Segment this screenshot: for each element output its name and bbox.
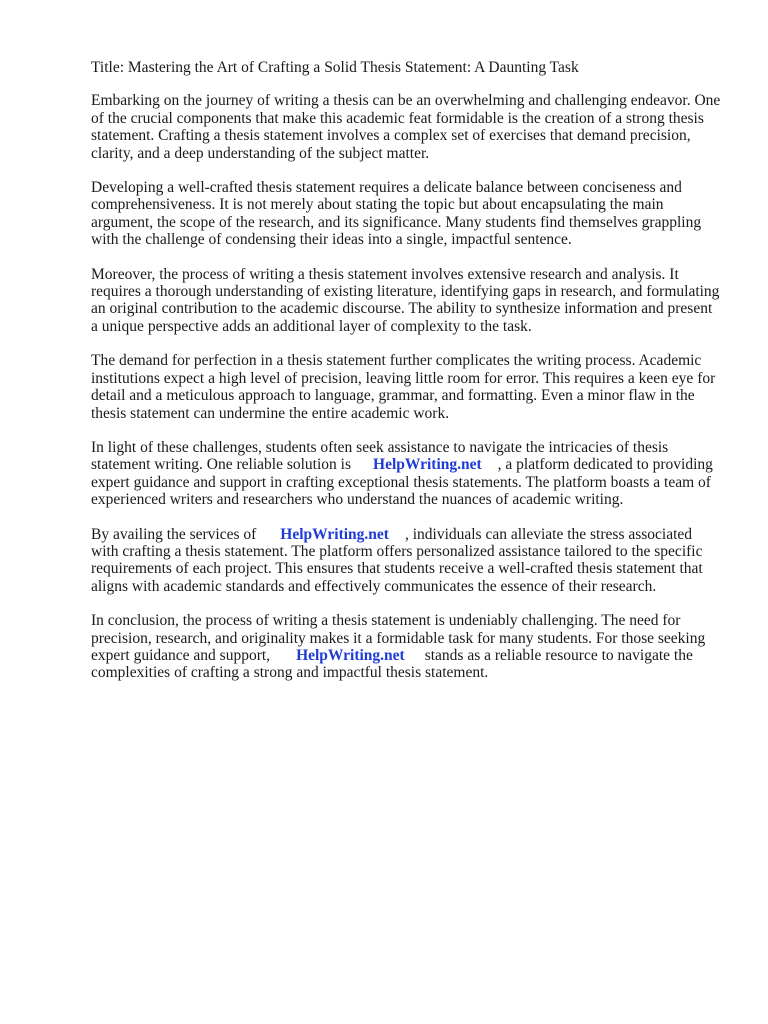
paragraph-2: Developing a well-crafted thesis statement requires a delicate balance between conciseness and comprehensiveness. It is not merely about stating the topic but about encapsulating the main argument, the scope of the research, and its significance. Many students find themselves grappling with the challenge of condensing their ideas into a single, impactful sentence. <box>91 179 702 249</box>
paragraph-6 <box>91 526 721 596</box>
helpwriting-link[interactable]: HelpWriting.net <box>373 456 482 474</box>
paragraph-6-text-after: , individuals can alleviate the stress associated with crafting a thesis statement. The platform offers personalized assistance tailored to the specific requirements of each project. This ensures that students receive a well-crafted thesis statement that aligns with academic standards and effectively communicates the essence of their research. <box>91 525 703 595</box>
paragraph-1: Embarking on the journey of writing a thesis can be an overwhelming and challenging endeavor. One of the crucial components that make this academic feat formidable is the creation of a strong thesis statement. Crafting a thesis statement involves a complex set of exercises that demand precision, clarity, and a deep understanding of the subject matter. <box>91 92 721 162</box>
helpwriting-link[interactable]: HelpWriting.net <box>280 525 389 543</box>
paragraph-7 <box>91 612 721 682</box>
paragraph-7-text-after: stands as a reliable resource to navigate the complexities of crafting a strong and impactful thesis statement. <box>91 646 693 682</box>
paragraph-4: The demand for perfection in a thesis statement further complicates the writing process. Academic institutions expect a high level of precision, leaving little room for error. This requires a keen eye for detail and a meticulous approach to language, grammar, and formatting. Even a minor flaw in the thesis statement can undermine the entire academic work. <box>91 352 716 422</box>
paragraph-6-text-before: By availing the services of <box>91 525 257 543</box>
paragraph-7-text-before: In conclusion, the process of writing a thesis statement is undeniably challenging. The need for precision, research, and originality makes it a formidable task for many students. For those seeking expert guidance and support, <box>91 612 706 664</box>
paragraph-5-text-after: , a platform dedicated to providing expert guidance and support in crafting exceptional thesis statements. The platform boasts a team of experienced writers and researchers who understand the nuances of academic writing. <box>91 456 713 509</box>
document-page <box>91 59 721 699</box>
paragraph-5-text-before: In light of these challenges, students often seek assistance to navigate the intricacies of thesis statement writing. One reliable solution is <box>91 438 669 474</box>
paragraph-5 <box>91 439 721 509</box>
paragraph-3: Moreover, the process of writing a thesis statement involves extensive research and analysis. It requires a thorough understanding of existing literature, identifying gaps in research, and formulating an original contribution to the academic discourse. The ability to synthesize information and present a unique perspective adds an additional layer of complexity to the task. <box>91 265 720 335</box>
document-title: Title: Mastering the Art of Crafting a Solid Thesis Statement: A Daunting Task <box>91 59 579 76</box>
helpwriting-link[interactable]: HelpWriting.net <box>296 646 405 664</box>
